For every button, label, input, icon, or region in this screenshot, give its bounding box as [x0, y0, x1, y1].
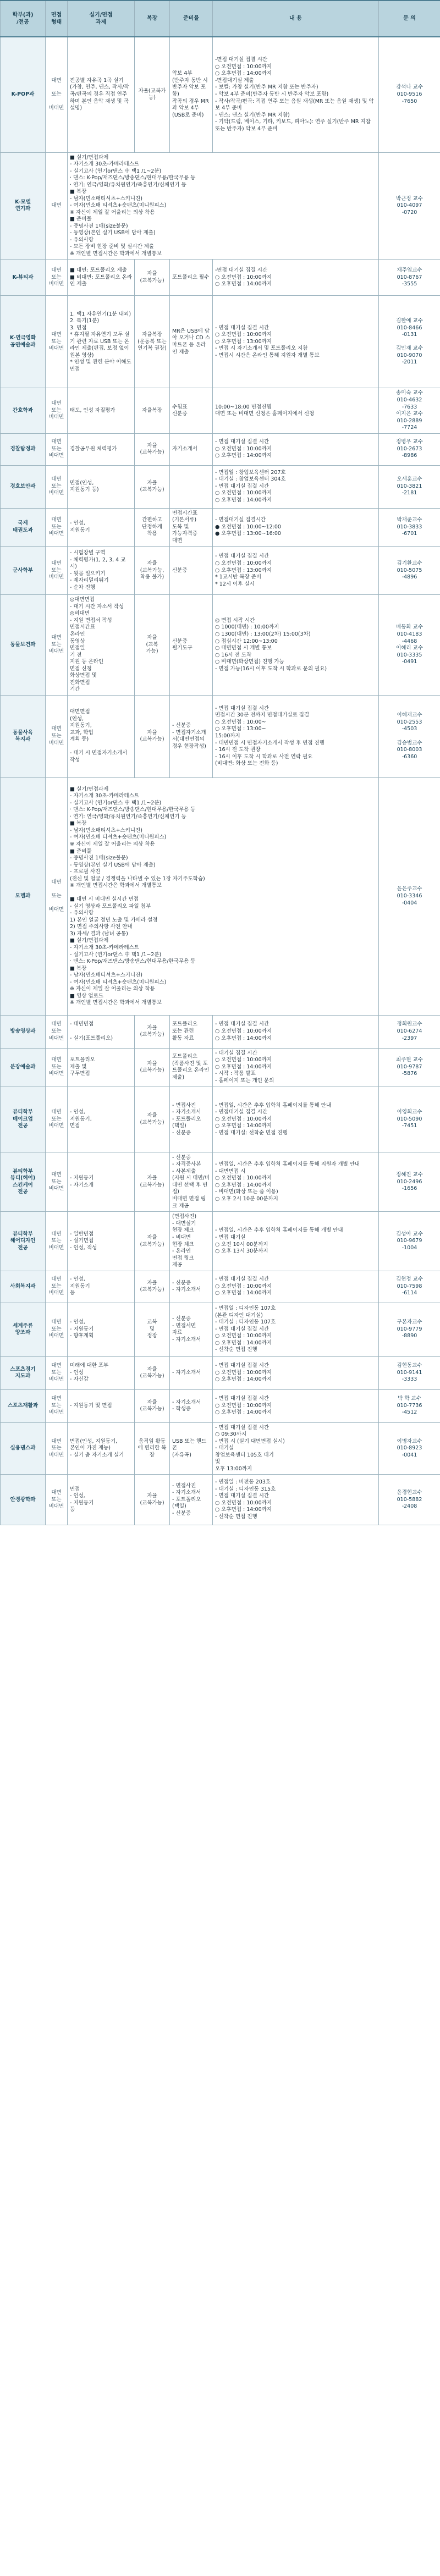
- dept-cell: 모델과: [1, 777, 46, 1015]
- content-cell: - 면접 대기실 집결 시간 ○ 오전면접 : 10:00까지 ○ 오후면접 : 13:00까지 - 면접 시 자기소개서 및 포트폴리오 지참 - 면접시 시간은 온라인 통해 지원자 개별 통보: [213, 296, 379, 388]
- prep-cell: 포트폴리오 또는 관련 활동 자료: [170, 1015, 213, 1048]
- table-row: [1, 1356, 440, 1389]
- prep-cell: - 신분증 - 자격증사본 - 사본제출 (지원 시 대면/비대면 선택 후 면접) 비대면 면접 링크 제공: [170, 1152, 213, 1212]
- contact-cell: 이영희교수 010-5090 -7451: [379, 1086, 440, 1152]
- prep-cell: 신분증: [170, 547, 213, 595]
- type-cell: 대면 또는 비대면: [46, 388, 68, 433]
- type-cell: 대면 또는 비대면: [46, 695, 68, 777]
- format-cell: 자율 (교복가능): [135, 433, 170, 465]
- type-cell: 대면 또는 비대면: [46, 508, 68, 547]
- contact-cell: 이명자교수 010-8923 -0041: [379, 1422, 440, 1475]
- prep-cell: 수험표 신분증: [170, 388, 213, 433]
- type-cell: 대면 또는 비대면: [46, 1389, 68, 1422]
- task-cell: 경찰공무원 체력평가: [68, 433, 135, 465]
- task-cell: 포트폴리오 제출 및 구두면접: [68, 1048, 135, 1086]
- format-cell: 자율 (교복가능): [135, 1271, 170, 1303]
- format-cell: 자율 (교복가능): [135, 1212, 170, 1271]
- table-header-row: [1, 1, 440, 37]
- header-type: 면접 형태: [46, 1, 68, 37]
- contact-cell: 최주현 교수 010-9787 -5876: [379, 1048, 440, 1086]
- contact-cell: 김기환교수 010-5075 -4896: [379, 547, 440, 595]
- task-cell: - 인성, 지원동기, 면접: [68, 1086, 135, 1152]
- table-row: [1, 1475, 440, 1525]
- type-cell: 대면 또는 비대면: [46, 1475, 68, 1525]
- type-cell: 대면 또는 비대면: [46, 1152, 68, 1212]
- content-cell: - 면접 대기실 집결 시간 면접시간 30분 전까지 면접대기실로 집결 ○ 오전면접 : 10:00~ ○ 오후면접 : 13:00~ 15:00까지 - 대면면접 시 면접자기소개서 작성 후 면접 진행 - 16시 전 도착 권장 - 16시 이후 도착 시 학과로 사전 연락 필요 (비대면: 화상 또는 전화 등): [213, 695, 379, 777]
- format-cell: 움직임 활동에 편리한 복장: [135, 1422, 170, 1475]
- contact-cell: 송미숙 교수 010-4632 -7633 이지은 교수 010-2889 -7724: [379, 388, 440, 433]
- format-cell: 자율 (교복 가능): [135, 595, 170, 695]
- content-cell: - 면접 대기실 집결 시간 ○ 오전면접 : 10:00까지 ○ 오후면접 : 14:00까지: [213, 1356, 379, 1389]
- task-cell: 면접 - 인성, - 지원동기 등: [68, 1475, 135, 1525]
- content-cell: 10:00~18:00 면접진행 대면 또는 비대면 신청은 홈페이지에서 신청: [213, 388, 379, 433]
- dept-cell: 동물보건과: [1, 595, 46, 695]
- dept-cell: 분장예술과: [1, 1048, 46, 1086]
- task-cell: - 시험장별 구역 - 체력평가(1, 2, 3, 4 교시) - 윗몸 일으키기 - 제자리멀리뛰기 - 순차 진행: [68, 547, 135, 595]
- type-cell: 대면 또는 비대면: [46, 547, 68, 595]
- type-cell: 대면 또는 비대면: [46, 260, 68, 296]
- format-cell: 자율 (교복가능): [135, 465, 170, 508]
- prep-cell: 포트폴리오 필수: [170, 260, 213, 296]
- content-cell: - 면접 대기실 집결 시간 ○ 오전면접 : 10:00까지 ○ 오후면접 : 14:00까지: [213, 1271, 379, 1303]
- table-row: [1, 1152, 440, 1212]
- content-cell: - 면접일, 시간은 추후 입학처 홈페이지를 통해 지원자 개별 안내 - 대면면접 시 ○ 오전면접 : 10:00까지 ○ 오후면접 : 14:00까지 - 비대면(화상 또는 줌 이용) ○ 오후 2시 10분 00분까지: [213, 1152, 379, 1212]
- contact-cell: 정희원교수 010-6274 -2397: [379, 1015, 440, 1048]
- dept-cell: 뷰티학부 뷰티(헤어) 스킨케어 전공: [1, 1152, 46, 1212]
- type-cell: 대면 또는 비대면: [46, 1422, 68, 1475]
- table-row: [1, 433, 440, 465]
- task-cell: - 인성, - 지원동기 - 향후계획: [68, 1303, 135, 1356]
- content-cell: -면접 대기실 집결 시간 ○ 오전면접 : 10:00까지 ○ 오후면접 : 14:00까지 -면접대기실 제출 - 보컬: 가창 실기(반주 MR 지참 또는 반주자) - 악보 4부 준비(반주자 동반 시 반주자 악보 포함) - 작사/작곡/편곡: 직접 연주 또는 음원 재생(MR 또는 음원 재생) 및 악보 4부 준비 - 댄스: 댄스 실기(반주 MR 지참) - 기악(드럼, 베이스, 기타, 키보드, 피아노): 연주 실기(반주 MR 지참 또는 반주자) 악보 4부 준비: [213, 37, 379, 152]
- prep-cell: 신분증 필기도구: [170, 595, 213, 695]
- table-row: [1, 296, 440, 388]
- prep-cell: - 자기소개서 - 학생증: [170, 1389, 213, 1422]
- header-contact: 문 의: [379, 1, 440, 37]
- contact-cell: 정혜진 교수 010-2496 -1656: [379, 1152, 440, 1212]
- contact-cell: 오세훈교수 010-3821 -2181: [379, 465, 440, 508]
- format-cell: 교복 및 정장: [135, 1303, 170, 1356]
- content-cell: - 면접일 : 디자인동 107호 (본관 디자인 대기실) - 대기실 : 디자인동 107호 - 면접 대기실 집결 시간 ○ 오전면접 : 10:00까지 ○ 오후면접 : 14:00까지 - 선착순 면접 진행: [213, 1303, 379, 1356]
- format-cell: 자율복장: [135, 388, 170, 433]
- dept-cell: 뷰티학부 헤어디자인 전공: [1, 1212, 46, 1271]
- contact-cell: 박 학 교수 010-7736 -4512: [379, 1389, 440, 1422]
- task-cell: ◎대면면접 - 대기 시간 자소서 작성 ◎비대면 - 지원 면접서 작성 면접시간표 온라인 동영상 면접일 기 전 지원 등 온라인 면접 신청 화상면접 및 전화면접 기간: [68, 595, 135, 695]
- table-row: [1, 1303, 440, 1356]
- format-cell: 자율 (교복가능): [135, 1015, 170, 1048]
- format-cell: 자율 (교복가능, 착용 불가): [135, 547, 170, 595]
- contact-cell: 김현동교수 010-9141 -3333: [379, 1356, 440, 1389]
- type-cell: 대면 또는 비대면: [46, 1048, 68, 1086]
- contact-cell: 정병우 교수 010-2673 -8986: [379, 433, 440, 465]
- contact-cell: 김현정 교수 010-7598 -6114: [379, 1271, 440, 1303]
- dept-cell: 스포츠재활과: [1, 1389, 46, 1422]
- content-cell: - 면접일 : 창업보육센터 207호 - 대기실 : 창업보육센터 304호 - 면접 대기실 집결 시간 ○ 오전면접 : 10:00까지 ○ 오후면접 : 14:00까지: [213, 465, 379, 508]
- dept-cell: 안경광학과: [1, 1475, 46, 1525]
- dept-cell: 국제 태권도과: [1, 508, 46, 547]
- table-row: [1, 508, 440, 547]
- dept-cell: K-연극영화 공연예술과: [1, 296, 46, 388]
- contact-cell: 김한예 교수 010-8466 -0131 김민재 교수 010-9070 -2011: [379, 296, 440, 388]
- format-cell: 자율 (교복가능): [135, 1389, 170, 1422]
- prep-cell: 면접시간표 (기본서류) 도복 및 가능자격증 대면: [170, 508, 213, 547]
- content-cell: - 면접 대기실 집결 시간 ○ 오전면접 : 10:00까지 ○ 오후면접 : 14:00까지: [213, 1015, 379, 1048]
- task-cell: - 인성, 지원동기: [68, 508, 135, 547]
- table-row: [1, 695, 440, 777]
- content-cell: - 면접 대기실 집결 시간 ○ 오전면접 : 10:00까지 ○ 오후면접 : 13:00까지 * 1교시반 복장 준비 * 12시 이후 실시: [213, 547, 379, 595]
- task-cell: ■ 실기/면접과제 - 자기소개 30초-카메라테스트 - 실기고사 (연기or댄스 中 택1 /1~2분) · 댄스: K-Pop/재즈댄스/방송댄스/현대무용/한국무용 등 · 연기: 연극/영화/유치원연기/즉흥연기/신체연기 등 ■ 복장 - 남자(민소매티셔츠+스키니진) - 여자(민소매 티셔츠+숏팬츠(미니원피스) ※ 자신이 제일 잘 어울리는 의상 착용 ■ 준비물 - 증명사진 1매(size불문) - 동영상(본인 실기 USB에 담아 제출) - 유의사항 - 모든 장비 현장 준비 및 실시간 제출 ※ 개인별 면접시간은 학과에서 개별통보: [68, 152, 379, 260]
- dept-cell: 방송영상과: [1, 1015, 46, 1048]
- task-cell: 전공별 자유곡 1곡 실기 (가창, 연주, 댄스, 작사/작곡/편곡의 경우 직접 연주하며 본인 음악 재생 및 곡 설명): [68, 37, 135, 152]
- dept-cell: 세계주류 양조과: [1, 1303, 46, 1356]
- dept-cell: K-POP과: [1, 37, 46, 152]
- table-row: [1, 777, 440, 1015]
- contact-cell: 채주엽교수 010-8767 -3555: [379, 260, 440, 296]
- contact-cell: 박근정 교수 010-4097 -0720: [379, 152, 440, 260]
- format-cell: 간편하고 단정하게 착용: [135, 508, 170, 547]
- header-task: 실기/면접 과제: [68, 1, 135, 37]
- dept-cell: 실용댄스과: [1, 1422, 46, 1475]
- table-body: [1, 37, 440, 1525]
- dept-cell: 경찰탐정과: [1, 433, 46, 465]
- prep-cell: (면접사진) - 대면실기 현장 체크 - 비대면 현장 체크 - 온라인 면접 링크 제공: [170, 1212, 213, 1271]
- content-cell: - 면접일 : 비전동 203호 - 대기실 : 디자인동 315호 - 면접 대기실 집결 시간 ○ 오전면접 : 10:00까지 ○ 오후면접 : 14:00까지 - 선착순 면접 진행: [213, 1475, 379, 1525]
- task-cell: ■ 대면: 포트폴리오 제출 ■ 비대면: 포트폴리오 온라인 제출: [68, 260, 135, 296]
- type-cell: 대면 또는 비대면: [46, 1356, 68, 1389]
- task-cell: - 일반면접 - 실기면접 - 인성, 적성: [68, 1212, 135, 1271]
- task-cell: - 인성, 지원동기 등: [68, 1271, 135, 1303]
- header-dept: 학부(과) /전공: [1, 1, 46, 37]
- contact-cell: 박재준교수 010-3833 -6701: [379, 508, 440, 547]
- dept-cell: 스포츠경기 지도과: [1, 1356, 46, 1389]
- header-format: 복장: [135, 1, 170, 37]
- header-content: 내 용: [213, 1, 379, 37]
- type-cell: 대면 또는 비대면: [46, 1271, 68, 1303]
- type-cell: 대면 또는 비대면: [46, 1086, 68, 1152]
- prep-cell: 포트폴리오 (작품사진 및 포트폴리오 온라인 제출): [170, 1048, 213, 1086]
- contact-cell: 구본자교수 010-9779 -8890: [379, 1303, 440, 1356]
- type-cell: 대면 또는 비대면: [46, 1015, 68, 1048]
- format-cell: 자율 (교복가능): [135, 695, 170, 777]
- table-row: [1, 465, 440, 508]
- dept-cell: 동물사육 복지과: [1, 695, 46, 777]
- table-row: [1, 37, 440, 152]
- format-cell: 자율(교복가능): [135, 37, 170, 152]
- dept-cell: 군사학부: [1, 547, 46, 595]
- prep-cell: MR은 USB에 담아 오거나 CD 스마트폰 등 온라인 제출: [170, 296, 213, 388]
- format-cell: 자율 (교복가능): [135, 1086, 170, 1152]
- table-row: [1, 1086, 440, 1152]
- type-cell: 대면 또는 비대면: [46, 1303, 68, 1356]
- content-cell: - 면접대기실 집결시간 ● 오전면접 : 10:00~12:00 ● 오후면접 : 13:00~16:00: [213, 508, 379, 547]
- table-row: [1, 152, 440, 260]
- format-cell: 자율 (교복가능): [135, 1356, 170, 1389]
- prep-cell: - 신분증 - 자기소개서: [170, 1271, 213, 1303]
- content-cell: - 면접일, 시간은 추후 입학처 홈페이지를 통해 안내 - 면접대기실 집결 시간 ○ 오전면접 : 10:00까지 ○ 오후면접 : 14:00까지 - 면접 대기실: 선착순 면접 진행: [213, 1086, 379, 1152]
- type-cell: 대면 또는 비대면: [46, 1212, 68, 1271]
- contact-cell: 강석나 교수 010-9516 -7650: [379, 37, 440, 152]
- task-cell: 면접(인성, 지원동기, 본인이 가진 재능) - 실기 춤 자기소개 실기: [68, 1422, 135, 1475]
- dept-cell: 간호학과: [1, 388, 46, 433]
- contact-cell: 윤은주교수 010-3346 -0404: [379, 777, 440, 1015]
- content-cell: ◎ 면접 시작 시간 ○ 1000(대면) : 10:00까지 ○ 1300(대면) : 13:00(2차) 15:00(3차) ○ 점심시간 12:00~13:00 ○ 대면면접 시 개별 통보 ○ 16시 전 도착 ○ 비대면(화상면접) 진행 가능 - 면접 가능(16시 이후 도착 시 학과로 문의 필요): [213, 595, 379, 695]
- format-cell: 자율복장 (운동복 또는 연기복 권장): [135, 296, 170, 388]
- content-cell: -면접 대기실 집결 시간 ○ 오전면접 : 10:00까지 ○ 오후면접 : 14:00까지: [213, 260, 379, 296]
- table-row: [1, 1015, 440, 1048]
- format-cell: 자율 (교복가능): [135, 1475, 170, 1525]
- table-row: [1, 595, 440, 695]
- dept-cell: K-모델 연기과: [1, 152, 46, 260]
- prep-cell: - 자기소개서: [170, 1356, 213, 1389]
- format-cell: 자율 (교복가능): [135, 260, 170, 296]
- contact-cell: 김성아 교수 010-9679 -1004: [379, 1212, 440, 1271]
- table-row: [1, 1048, 440, 1086]
- header-prep: 준비물: [170, 1, 213, 37]
- type-cell: 대면 또는 비대면: [46, 777, 68, 1015]
- format-cell: 자율 (교복가능): [135, 1152, 170, 1212]
- task-cell: - 지원동기 및 면접: [68, 1389, 135, 1422]
- task-cell: 대면면접 (인성, 지원동기, 교과, 학업 계획 등) - 대기 시 면접자기소개서 작성: [68, 695, 135, 777]
- type-cell: 대면: [46, 152, 68, 260]
- content-cell: - 면접일, 시간은 추후 입학처 홈페이지를 통해 개별 안내 - 면접 대기실 ○ 오전 10시 00분까지 ○ 오후 13시 30분까지: [213, 1212, 379, 1271]
- task-cell: ■ 실기/면접과제 - 자기소개 30초-카메라테스트 - 실기고사 (연기or댄스 中 택1 /1~2분) · 댄스: K-Pop/재즈댄스/방송댄스/현대무용/한국무용 등 · 연기: 연극/영화/유치원연기/즉흥연기/신체연기 등 ■ 복장 - 남자(민소매티셔츠+스키니진) - 여자(민소매 티셔츠+숏팬츠(미니원피스) ※ 자신이 제일 잘 어울리는 의상 착용 ■ 준비물 - 증명사진 1매(size불문) - 동영상(본인 실기 USB에 담아 제출) - 프로필 사진 (전신 및 얼굴 / 경쟁력을 나타낼 수 있는 1장 자기주도학습) ※ 개인별 면접시간은 학과에서 개별통보 ■ 대면 시 비대면 실시간 면접 - 실기 영상과 포트폴리오 파일 첨부 - 유의사항 1) 본인 얼굴 정면 노출 및 카메라 설정 2) 면접 주의사항 사전 안내 3) 자세/ 결과 (남녀 공통) ■ 실기/면접과제 - 자기소개 30초-카메라테스트 - 실기고사 (연기or댄스 中 택1 /1~2분) · 댄스: K-Pop/재즈댄스/방송댄스/현대무용/한국무용 등 ■ 복장 - 남자(민소매티셔츠+스키니진) - 여자(민소매 티셔츠+숏팬츠(미니원피스) ※ 자신이 제일 잘 어울리는 의상 착용 ■ 영상 업로드 ※ 개인별 면접시간은 학과에서 개별통보: [68, 777, 379, 1015]
- type-cell: 대면 또는 비대면: [46, 37, 68, 152]
- table-row: [1, 388, 440, 433]
- content-cell: - 대기실 집결 시간 ○ 오전면접 : 10:00까지 ○ 오후면접 : 14:00까지 - 시작 : 작품 발표 - 홈페이지 또는 개인 문의: [213, 1048, 379, 1086]
- prep-cell: - 면접사진 - 자기소개서 - 포트폴리오 (택일) - 신분증: [170, 1475, 213, 1525]
- table-row: [1, 1212, 440, 1271]
- dept-cell: K-뷰티과: [1, 260, 46, 296]
- contact-cell: 윤경현교수 010-5882 -2408: [379, 1475, 440, 1525]
- task-cell: - 지원동기 - 자기소개: [68, 1152, 135, 1212]
- contact-cell: 배동화 교수 010-4183 -4468 이혜리 교수 010-3335 -0491: [379, 595, 440, 695]
- table-row: [1, 260, 440, 296]
- task-cell: 면접(인성, 지원동기 등): [68, 465, 135, 508]
- dept-cell: 사회복지과: [1, 1271, 46, 1303]
- prep-cell: 자기소개서: [170, 433, 213, 465]
- content-cell: - 면접 대기실 집결 시간 ○ 오전면접 : 10:00까지 ○ 오후면접 : 14:00까지: [213, 433, 379, 465]
- prep-cell: [170, 465, 213, 508]
- task-cell: 미래에 대한 포부 - 인성 - 자신감: [68, 1356, 135, 1389]
- dept-cell: 뷰티학부 메이크업 전공: [1, 1086, 46, 1152]
- task-cell: 태도, 인성 자질평가: [68, 388, 135, 433]
- prep-cell: - 면접사진 - 자기소개서 - 포트폴리오 (택일) - 신분증: [170, 1086, 213, 1152]
- task-cell: - 대면면접 - 실기(포트폴리오): [68, 1015, 135, 1048]
- prep-cell: - 신분증 - 면접자기소개서(대면면접의 경우 현장작성): [170, 695, 213, 777]
- table-row: [1, 1422, 440, 1475]
- table-row: [1, 1271, 440, 1303]
- prep-cell: - 신분증 - 면접서면 자료 - 자기소개서: [170, 1303, 213, 1356]
- task-cell: 1. 택1 자유연기(1분 내외) 2. 특기(1분) 3. 면접 * 휴지필 자유연기 모두 실기 관련 자료 USB 또는 온라인 제출(편집, 보정 없이 원본 영상) * 인성 및 관련 분야 이해도 면접: [68, 296, 135, 388]
- content-cell: - 면접 대기실 집결 시간 ○ 오전면접 : 10:00까지 ○ 오후면접 : 14:00까지: [213, 1389, 379, 1422]
- table-row: [1, 547, 440, 595]
- type-cell: 대면 또는 비대면: [46, 465, 68, 508]
- dept-cell: 경호보안과: [1, 465, 46, 508]
- table-row: [1, 1389, 440, 1422]
- contact-cell: 이혜재교수 010-2553 -4503 김승범교수 010-8003 -6360: [379, 695, 440, 777]
- type-cell: 대면 또는 비대면: [46, 296, 68, 388]
- content-cell: - 면접 대기실 집결 시간 ○ 09:30까지 - 면접 시 (실기 대면면접 실시) - 대기실 창업보육센터 105호 대기 및 오후 13:00까지: [213, 1422, 379, 1475]
- format-cell: 자율 (교복가능): [135, 1048, 170, 1086]
- type-cell: 대면 또는 비대면: [46, 433, 68, 465]
- type-cell: 대면 또는 비대면: [46, 595, 68, 695]
- prep-cell: 악보 4부 (반주자 동반 시 반주자 악보 포함) 작곡의 경우 MR과 악보 4부 (USB로 준비): [170, 37, 213, 152]
- prep-cell: USB 또는 핸드폰 (자유곡): [170, 1422, 213, 1475]
